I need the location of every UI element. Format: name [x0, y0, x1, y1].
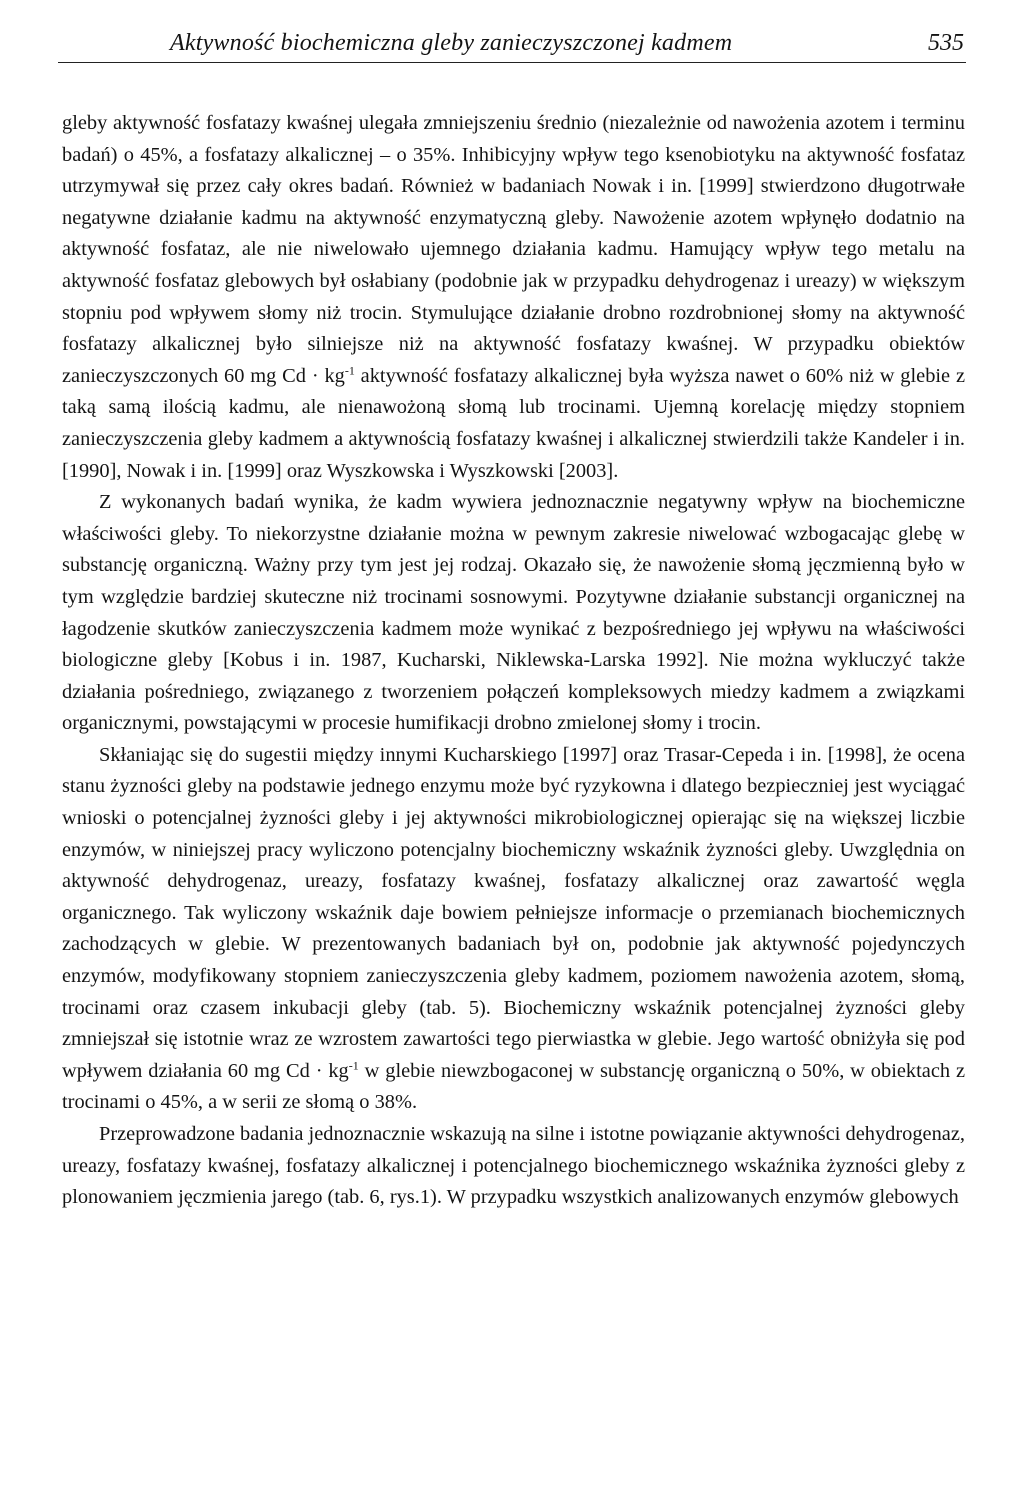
paragraph: Z wykonanych badań wynika, że kadm wywiera jednoznacznie negatywny wpływ na biochemiczne właściwości gleby. To niekorzystne działanie można w pewnym zakresie niwelować wzbogacając glebę w substancję organiczną. Ważny przy tym jest jej rodzaj. Okazało się, że nawożenie słomą jęczmienną było w tym względzie bardziej skuteczne niż trocinami sosnowymi. Pozytywne działanie substancji organicznej na łagodzenie skutków zanieczyszczenia kadmem może wynikać z bezpośredniego jej wpływu na właściwości biologiczne gleby [Kobus i in. 1987, Kucharski, Niklewska-Larska 1992]. Nie można wykluczyć także działania pośredniego, związanego z tworzeniem połączeń kompleksowych miedzy kadmem a związkami organicznymi, powstającymi w procesie humifikacji drobno zmielonej słomy i trocin.	[62, 491, 965, 735]
paragraph: Przeprowadzone badania jednoznacznie wskazują na silne i istotne powiązanie aktywności dehydrogenaz, ureazy, fosfatazy kwaśnej, fosfatazy alkalicznej i potencjalnego biochemicznego wskaźnika żyzności gleby z plonowaniem jęczmienia jarego (tab. 6, rys.1). W przypadku wszystkich analizowanych enzymów glebowych	[62, 1123, 965, 1209]
superscript: -1	[348, 1058, 359, 1073]
paragraph-text: w glebie niewzbogaconej w substancję organiczną o 50%, w obiektach z trocinami o 45%, a w serii ze słomą o 38%.	[62, 1059, 966, 1114]
paragraph-text: aktywność fosfatazy alkalicznej była wyższa nawet o 60% niż w glebie z taką samą ilością kadmu, ale nienawożoną słomą lub trocinami. Ujemną korelację między stopniem zanieczyszczenia gleby kadmem a aktywnością fosfatazy kwaśnej i alkalicznej stwierdzili także Kandeler i in. [1990], Nowak i in. [1999] oraz Wyszkowska i Wyszkowski [2003].	[62, 364, 965, 482]
page-number: 535	[928, 30, 964, 56]
paragraph-text: gleby aktywność fosfatazy kwaśnej ulegała zmniejszeniu średnio (niezależnie od nawożenia azotem i terminu badań) o 45%, a fosfatazy alkalicznej – o 35%. Inhibicyjny wpływ tego ksenobiotyku na aktywność fosfataz utrzymywał się przez cały okres badań. Również w badaniach Nowak i in. [1999] stwierdzono długotrwałe negatywne działanie kadmu na aktywność enzymatyczną gleby. Nawożenie azotem wpłynęło dodatnio na aktywność fosfataz, ale nie niwelowało ujemnego działania kadmu. Hamujący wpływ tego metalu na aktywność fosfataz glebowych był osłabiany (podobnie jak w przypadku dehydrogenaz i ureazy) w większym stopniu pod wpływem słomy niż trocin. Stymulujące działanie drobno rozdrobnionej słomy na aktywność fosfatazy alkalicznej było silniejsze niż na aktywność fosfatazy kwaśnej. W przypadku obiektów zanieczyszczonych 60 mg Cd · kg	[62, 112, 965, 387]
running-title: Aktywność biochemiczna gleby zanieczyszczonej kadmem	[170, 30, 733, 56]
superscript: -1	[344, 363, 355, 378]
article-body	[62, 108, 965, 1214]
paragraph-continued	[62, 108, 965, 487]
paragraph	[62, 740, 965, 1119]
paragraph-text: Skłaniając się do sugestii między innymi Kucharskiego [1997] oraz Trasar-Cepeda i in. [1998], że ocena stanu żyzności gleby na podstawie jednego enzymu może być ryzykowna i dlatego bezpieczniej jest wyciągać wnioski o potencjalnej żyzności gleby i jej aktywności mikrobiologicznej opierając się na większej liczbie enzymów, w niniejszej pracy wyliczono potencjalny biochemiczny wskaźnik żyzności gleby. Uwzględnia on aktywność dehydrogenaz, ureazy, fosfatazy kwaśnej, fosfatazy alkalicznej oraz zawartość węgla organicznego. Tak wyliczony wskaźnik daje bowiem pełniejsze informacje o przemianach biochemicznych zachodzących w glebie. W prezentowanych badaniach był on, podobnie jak aktywność pojedynczych enzymów, modyfikowany stopniem zanieczyszczenia gleby kadmem, poziomem nawożenia azotem, słomą, trocinami oraz czasem inkubacji gleby (tab. 5). Biochemiczny wskaźnik potencjalnej żyzności gleby zmniejszał się istotnie wraz ze wzrostem zawartości tego pierwiastka w glebie. Jego wartość obniżyła się pod wpływem działania 60 mg Cd · kg	[62, 743, 965, 1082]
page-header	[58, 18, 966, 63]
